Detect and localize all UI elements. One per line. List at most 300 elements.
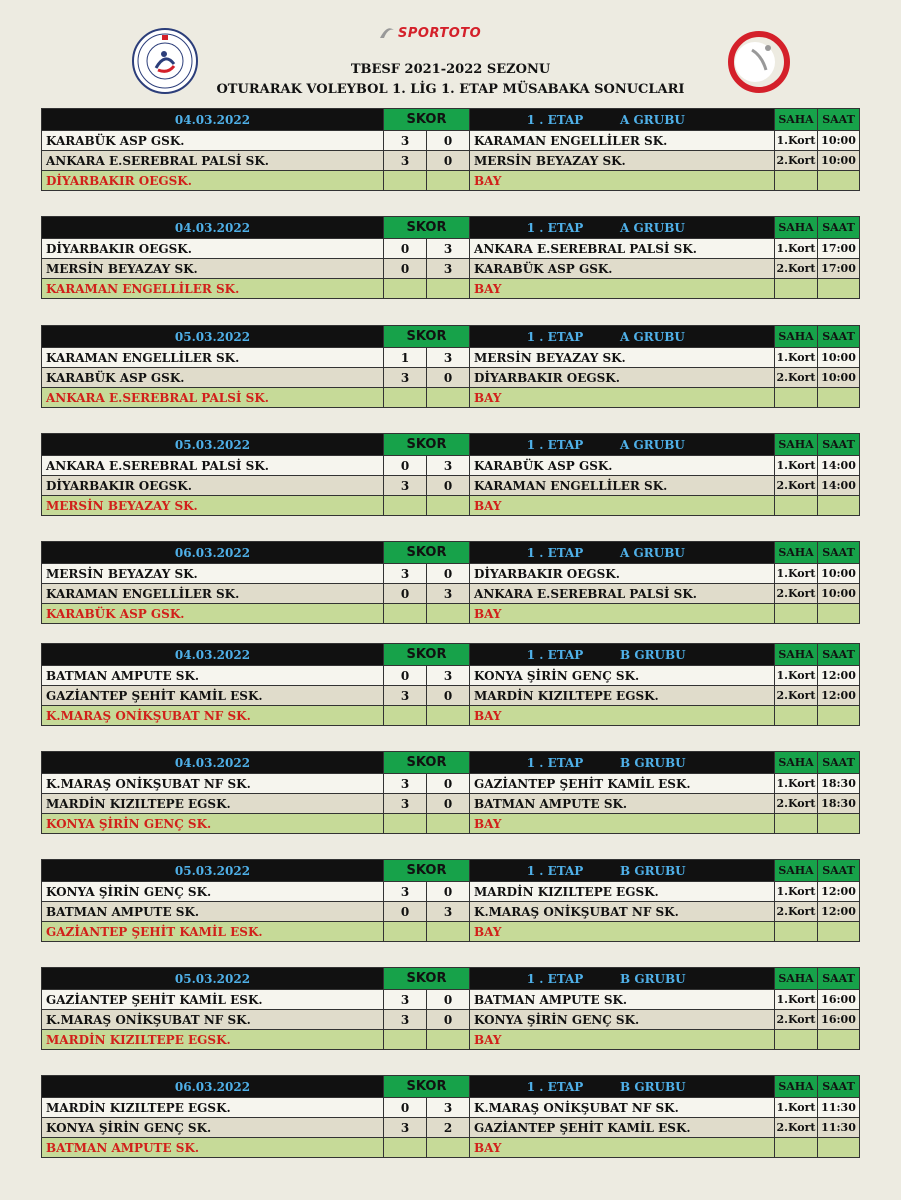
results-title: OTURARAK VOLEYBOL 1. LİG 1. ETAP MÜSABAKA SONUCLARI (216, 82, 685, 97)
bye-label: BAY (470, 814, 775, 834)
time-header: SAAT (818, 752, 860, 774)
bye-row (42, 279, 860, 299)
match-time: 18:30 (818, 794, 860, 814)
stage-label: 1 . ETAP (526, 220, 584, 235)
match-day-header (42, 860, 860, 882)
away-team: KARAMAN ENGELLİLER SK. (470, 476, 775, 496)
match-day-header (42, 326, 860, 348)
match-day-header (42, 1076, 860, 1098)
match-row (42, 686, 860, 706)
match-time: 18:30 (818, 774, 860, 794)
group-label: B GRUBU (620, 755, 686, 770)
court-header: SAHA (775, 326, 818, 348)
match-day-table (41, 216, 860, 299)
court-header: SAHA (775, 644, 818, 666)
score-header: SKOR (384, 109, 470, 131)
stage-label: 1 . ETAP (526, 863, 584, 878)
away-team: MARDİN KIZILTEPE EGSK. (470, 882, 775, 902)
away-team: MARDİN KIZILTEPE EGSK. (470, 686, 775, 706)
bye-team: GAZİANTEP ŞEHİT KAMİL ESK. (42, 922, 384, 942)
stage-group-header (470, 752, 775, 774)
time-header: SAAT (818, 860, 860, 882)
bye-row (42, 604, 860, 624)
home-team: DİYARBAKIR OEGSK. (42, 476, 384, 496)
empty-cell (427, 706, 470, 726)
group-label: A GRUBU (620, 545, 685, 560)
empty-cell (775, 922, 818, 942)
match-row (42, 666, 860, 686)
match-time: 14:00 (818, 476, 860, 496)
time-header: SAAT (818, 326, 860, 348)
empty-cell (818, 171, 860, 191)
away-score: 0 (427, 1010, 470, 1030)
match-time: 11:30 (818, 1118, 860, 1138)
empty-cell (775, 814, 818, 834)
empty-cell (818, 279, 860, 299)
home-team: MARDİN KIZILTEPE EGSK. (42, 1098, 384, 1118)
home-team: MARDİN KIZILTEPE EGSK. (42, 794, 384, 814)
score-header: SKOR (384, 326, 470, 348)
empty-cell (384, 922, 427, 942)
time-header: SAAT (818, 968, 860, 990)
match-row (42, 131, 860, 151)
court: 2.Kort (775, 902, 818, 922)
stage-label: 1 . ETAP (526, 755, 584, 770)
home-team: GAZİANTEP ŞEHİT KAMİL ESK. (42, 990, 384, 1010)
empty-cell (818, 814, 860, 834)
court: 2.Kort (775, 584, 818, 604)
home-team: BATMAN AMPUTE SK. (42, 666, 384, 686)
stage-group-header (470, 326, 775, 348)
empty-cell (775, 604, 818, 624)
court-header: SAHA (775, 217, 818, 239)
empty-cell (427, 496, 470, 516)
match-time: 11:30 (818, 1098, 860, 1118)
match-day-table (41, 643, 860, 726)
away-team: KARAMAN ENGELLİLER SK. (470, 131, 775, 151)
match-row (42, 794, 860, 814)
bye-label: BAY (470, 1030, 775, 1050)
bye-row (42, 388, 860, 408)
match-day-header (42, 217, 860, 239)
court-header: SAHA (775, 542, 818, 564)
empty-cell (384, 171, 427, 191)
bye-label: BAY (470, 706, 775, 726)
home-score: 3 (384, 368, 427, 388)
match-day-table (41, 967, 860, 1050)
score-header: SKOR (384, 752, 470, 774)
bye-team: KARABÜK ASP GSK. (42, 604, 384, 624)
group-label: B GRUBU (620, 647, 686, 662)
empty-cell (427, 604, 470, 624)
court: 1.Kort (775, 774, 818, 794)
empty-cell (384, 604, 427, 624)
home-score: 3 (384, 564, 427, 584)
away-score: 0 (427, 131, 470, 151)
match-time: 10:00 (818, 151, 860, 171)
home-score: 0 (384, 666, 427, 686)
match-time: 17:00 (818, 239, 860, 259)
home-team: KARAMAN ENGELLİLER SK. (42, 584, 384, 604)
away-team: KARABÜK ASP GSK. (470, 259, 775, 279)
score-header: SKOR (384, 217, 470, 239)
bye-label: BAY (470, 388, 775, 408)
match-row (42, 259, 860, 279)
court: 2.Kort (775, 476, 818, 496)
court-header: SAHA (775, 434, 818, 456)
home-score: 3 (384, 1118, 427, 1138)
home-team: DİYARBAKIR OEGSK. (42, 239, 384, 259)
bye-label: BAY (470, 279, 775, 299)
away-score: 3 (427, 456, 470, 476)
empty-cell (818, 1030, 860, 1050)
match-day-table (41, 325, 860, 408)
empty-cell (427, 171, 470, 191)
score-header: SKOR (384, 644, 470, 666)
bye-row (42, 922, 860, 942)
court: 1.Kort (775, 131, 818, 151)
match-row (42, 476, 860, 496)
match-row (42, 1118, 860, 1138)
home-team: BATMAN AMPUTE SK. (42, 902, 384, 922)
court: 1.Kort (775, 1098, 818, 1118)
home-score: 0 (384, 902, 427, 922)
away-team: ANKARA E.SEREBRAL PALSİ SK. (470, 239, 775, 259)
court: 2.Kort (775, 1010, 818, 1030)
group-label: A GRUBU (620, 220, 685, 235)
match-time: 10:00 (818, 368, 860, 388)
empty-cell (427, 814, 470, 834)
court: 1.Kort (775, 882, 818, 902)
court: 1.Kort (775, 564, 818, 584)
match-row (42, 584, 860, 604)
bye-label: BAY (470, 1138, 775, 1158)
stage-label: 1 . ETAP (526, 1079, 584, 1094)
match-row (42, 882, 860, 902)
empty-cell (775, 388, 818, 408)
time-header: SAAT (818, 217, 860, 239)
home-score: 3 (384, 882, 427, 902)
empty-cell (427, 388, 470, 408)
away-team: GAZİANTEP ŞEHİT KAMİL ESK. (470, 1118, 775, 1138)
stage-group-header (470, 217, 775, 239)
season-title: TBESF 2021-2022 SEZONU (350, 62, 551, 77)
sponsor-name: SPORTOTO (398, 25, 482, 41)
court: 2.Kort (775, 151, 818, 171)
away-team: DİYARBAKIR OEGSK. (470, 368, 775, 388)
empty-cell (384, 814, 427, 834)
match-row (42, 990, 860, 1010)
stage-label: 1 . ETAP (526, 647, 584, 662)
match-day-table (41, 1075, 860, 1158)
match-date: 05.03.2022 (42, 968, 384, 990)
match-date: 04.03.2022 (42, 752, 384, 774)
away-team: ANKARA E.SEREBRAL PALSİ SK. (470, 584, 775, 604)
away-score: 3 (427, 348, 470, 368)
bye-team: DİYARBAKIR OEGSK. (42, 171, 384, 191)
away-team: MERSİN BEYAZAY SK. (470, 348, 775, 368)
empty-cell (384, 279, 427, 299)
match-row (42, 456, 860, 476)
empty-cell (384, 496, 427, 516)
home-score: 3 (384, 131, 427, 151)
match-time: 10:00 (818, 564, 860, 584)
away-team: DİYARBAKIR OEGSK. (470, 564, 775, 584)
home-score: 3 (384, 151, 427, 171)
away-team: KARABÜK ASP GSK. (470, 456, 775, 476)
away-team: KONYA ŞİRİN GENÇ SK. (470, 1010, 775, 1030)
away-team: BATMAN AMPUTE SK. (470, 990, 775, 1010)
match-day-header (42, 434, 860, 456)
court: 1.Kort (775, 456, 818, 476)
bye-label: BAY (470, 922, 775, 942)
stage-group-header (470, 860, 775, 882)
group-label: A GRUBU (620, 329, 685, 344)
bye-row (42, 706, 860, 726)
empty-cell (427, 279, 470, 299)
score-header: SKOR (384, 968, 470, 990)
away-team: KONYA ŞİRİN GENÇ SK. (470, 666, 775, 686)
bye-label: BAY (470, 604, 775, 624)
time-header: SAAT (818, 109, 860, 131)
score-header: SKOR (384, 434, 470, 456)
match-day-table (41, 108, 860, 191)
home-score: 3 (384, 990, 427, 1010)
match-date: 05.03.2022 (42, 860, 384, 882)
home-team: K.MARAŞ ONİKŞUBAT NF SK. (42, 774, 384, 794)
match-day-header (42, 968, 860, 990)
match-date: 06.03.2022 (42, 542, 384, 564)
match-row (42, 774, 860, 794)
match-day-header (42, 109, 860, 131)
court: 2.Kort (775, 794, 818, 814)
empty-cell (818, 706, 860, 726)
match-row (42, 368, 860, 388)
time-header: SAAT (818, 644, 860, 666)
bye-label: BAY (470, 171, 775, 191)
match-row (42, 1010, 860, 1030)
stage-group-header (470, 434, 775, 456)
stage-group-header (470, 644, 775, 666)
court: 1.Kort (775, 666, 818, 686)
match-time: 14:00 (818, 456, 860, 476)
match-row (42, 902, 860, 922)
stage-group-header (470, 1076, 775, 1098)
away-score: 0 (427, 151, 470, 171)
match-time: 10:00 (818, 348, 860, 368)
group-label: B GRUBU (620, 971, 686, 986)
court-header: SAHA (775, 968, 818, 990)
empty-cell (384, 1030, 427, 1050)
match-day-header (42, 644, 860, 666)
match-time: 12:00 (818, 902, 860, 922)
away-score: 0 (427, 882, 470, 902)
bye-team: KARAMAN ENGELLİLER SK. (42, 279, 384, 299)
time-header: SAAT (818, 1076, 860, 1098)
court: 2.Kort (775, 259, 818, 279)
stage-group-header (470, 109, 775, 131)
match-time: 12:00 (818, 882, 860, 902)
empty-cell (775, 706, 818, 726)
away-team: GAZİANTEP ŞEHİT KAMİL ESK. (470, 774, 775, 794)
home-score: 3 (384, 794, 427, 814)
empty-cell (818, 604, 860, 624)
match-time: 12:00 (818, 666, 860, 686)
home-score: 0 (384, 1098, 427, 1118)
bye-row (42, 814, 860, 834)
home-score: 0 (384, 584, 427, 604)
away-score: 0 (427, 368, 470, 388)
away-score: 3 (427, 1098, 470, 1118)
score-header: SKOR (384, 542, 470, 564)
empty-cell (818, 922, 860, 942)
court: 2.Kort (775, 686, 818, 706)
home-score: 3 (384, 1010, 427, 1030)
bye-row (42, 1138, 860, 1158)
away-score: 3 (427, 902, 470, 922)
group-label: A GRUBU (620, 437, 685, 452)
bye-row (42, 171, 860, 191)
court-header: SAHA (775, 109, 818, 131)
home-score: 3 (384, 774, 427, 794)
group-label: B GRUBU (620, 1079, 686, 1094)
score-header: SKOR (384, 860, 470, 882)
empty-cell (818, 496, 860, 516)
stage-label: 1 . ETAP (526, 437, 584, 452)
match-time: 17:00 (818, 259, 860, 279)
bye-team: BATMAN AMPUTE SK. (42, 1138, 384, 1158)
court-header: SAHA (775, 752, 818, 774)
match-date: 06.03.2022 (42, 1076, 384, 1098)
match-date: 05.03.2022 (42, 434, 384, 456)
home-team: KARABÜK ASP GSK. (42, 368, 384, 388)
home-score: 0 (384, 456, 427, 476)
court-header: SAHA (775, 860, 818, 882)
home-score: 0 (384, 239, 427, 259)
stage-label: 1 . ETAP (526, 112, 584, 127)
match-row (42, 239, 860, 259)
away-score: 2 (427, 1118, 470, 1138)
bye-team: ANKARA E.SEREBRAL PALSİ SK. (42, 388, 384, 408)
time-header: SAAT (818, 542, 860, 564)
home-team: ANKARA E.SEREBRAL PALSİ SK. (42, 151, 384, 171)
court: 1.Kort (775, 348, 818, 368)
away-team: BATMAN AMPUTE SK. (470, 794, 775, 814)
score-header: SKOR (384, 1076, 470, 1098)
match-row (42, 348, 860, 368)
match-date: 04.03.2022 (42, 109, 384, 131)
match-day-table (41, 751, 860, 834)
home-team: ANKARA E.SEREBRAL PALSİ SK. (42, 456, 384, 476)
empty-cell (427, 1030, 470, 1050)
away-score: 0 (427, 774, 470, 794)
match-time: 10:00 (818, 584, 860, 604)
match-row (42, 564, 860, 584)
empty-cell (775, 496, 818, 516)
sponsor-logo (378, 24, 488, 50)
match-day-table (41, 859, 860, 942)
empty-cell (818, 1138, 860, 1158)
away-team: K.MARAŞ ONİKŞUBAT NF SK. (470, 902, 775, 922)
home-score: 3 (384, 476, 427, 496)
stage-label: 1 . ETAP (526, 971, 584, 986)
home-team: MERSİN BEYAZAY SK. (42, 564, 384, 584)
match-day-header (42, 752, 860, 774)
bye-team: MERSİN BEYAZAY SK. (42, 496, 384, 516)
match-time: 12:00 (818, 686, 860, 706)
away-score: 0 (427, 990, 470, 1010)
away-score: 3 (427, 584, 470, 604)
bye-row (42, 496, 860, 516)
empty-cell (384, 388, 427, 408)
match-day-table (41, 433, 860, 516)
bye-team: MARDİN KIZILTEPE EGSK. (42, 1030, 384, 1050)
empty-cell (775, 1138, 818, 1158)
away-score: 0 (427, 564, 470, 584)
away-score: 0 (427, 686, 470, 706)
stage-group-header (470, 968, 775, 990)
court-header: SAHA (775, 1076, 818, 1098)
home-team: KONYA ŞİRİN GENÇ SK. (42, 882, 384, 902)
empty-cell (384, 706, 427, 726)
group-label: A GRUBU (620, 112, 685, 127)
empty-cell (775, 279, 818, 299)
match-time: 16:00 (818, 990, 860, 1010)
stage-group-header (470, 542, 775, 564)
empty-cell (775, 171, 818, 191)
away-score: 3 (427, 239, 470, 259)
match-time: 16:00 (818, 1010, 860, 1030)
home-team: GAZİANTEP ŞEHİT KAMİL ESK. (42, 686, 384, 706)
empty-cell (818, 388, 860, 408)
empty-cell (384, 1138, 427, 1158)
group-label: B GRUBU (620, 863, 686, 878)
match-date: 05.03.2022 (42, 326, 384, 348)
time-header: SAAT (818, 434, 860, 456)
home-team: KARAMAN ENGELLİLER SK. (42, 348, 384, 368)
match-row (42, 151, 860, 171)
empty-cell (427, 922, 470, 942)
match-day-header (42, 542, 860, 564)
away-score: 3 (427, 259, 470, 279)
match-time: 10:00 (818, 131, 860, 151)
home-score: 3 (384, 686, 427, 706)
home-team: MERSİN BEYAZAY SK. (42, 259, 384, 279)
away-score: 0 (427, 794, 470, 814)
stage-label: 1 . ETAP (526, 545, 584, 560)
stage-label: 1 . ETAP (526, 329, 584, 344)
bye-label: BAY (470, 496, 775, 516)
empty-cell (775, 1030, 818, 1050)
away-team: K.MARAŞ ONİKŞUBAT NF SK. (470, 1098, 775, 1118)
match-date: 04.03.2022 (42, 217, 384, 239)
home-team: K.MARAŞ ONİKŞUBAT NF SK. (42, 1010, 384, 1030)
sponsor-swirl-icon (378, 24, 396, 42)
bye-team: K.MARAŞ ONİKŞUBAT NF SK. (42, 706, 384, 726)
away-team: MERSİN BEYAZAY SK. (470, 151, 775, 171)
home-score: 1 (384, 348, 427, 368)
court: 1.Kort (775, 990, 818, 1010)
court: 1.Kort (775, 239, 818, 259)
court: 2.Kort (775, 1118, 818, 1138)
home-score: 0 (384, 259, 427, 279)
match-day-table (41, 541, 860, 624)
empty-cell (427, 1138, 470, 1158)
away-score: 0 (427, 476, 470, 496)
match-row (42, 1098, 860, 1118)
match-date: 04.03.2022 (42, 644, 384, 666)
bye-row (42, 1030, 860, 1050)
